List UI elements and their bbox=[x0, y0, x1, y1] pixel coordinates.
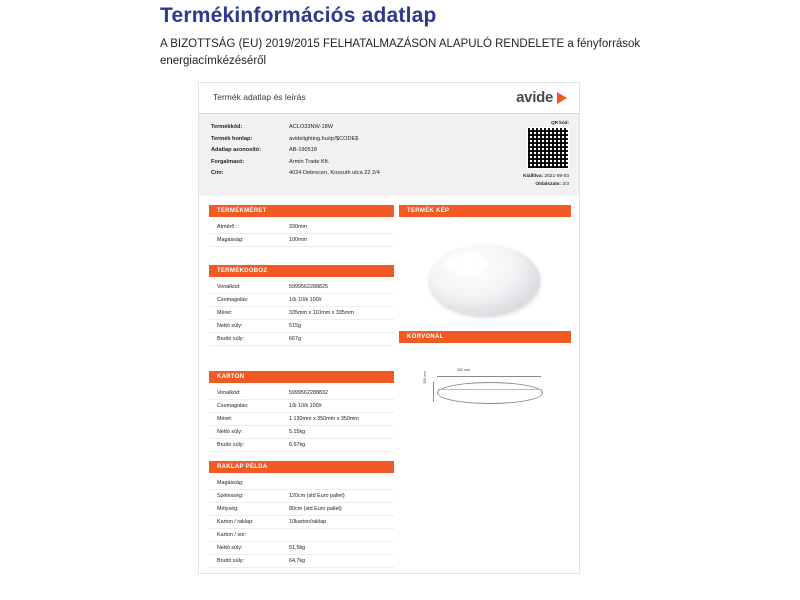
product-datasheet bbox=[198, 82, 580, 574]
info-value: Armin Trade Kft. bbox=[289, 158, 330, 165]
row-key: Nettó súly: bbox=[217, 322, 243, 329]
table-row bbox=[209, 439, 394, 452]
row-value bbox=[289, 479, 394, 488]
table-termekdoboz bbox=[209, 281, 394, 346]
row-value bbox=[289, 531, 394, 540]
info-key: Adatlap azonosító: bbox=[211, 147, 262, 153]
table-row bbox=[209, 529, 394, 542]
table-row bbox=[209, 555, 394, 568]
info-value: 4024 Debrecen, Kossuth utca 22 2/4 bbox=[289, 170, 380, 176]
row-key: Vonalkód: bbox=[217, 283, 241, 290]
row-value: 5999562288832 bbox=[289, 389, 328, 396]
row-value: 80cm (std Euro pallet) bbox=[289, 505, 342, 512]
row-key: Csomagolás: bbox=[217, 402, 249, 409]
row-value: 5999562288825 bbox=[289, 283, 328, 290]
table-row bbox=[209, 426, 394, 439]
row-key: Bruttó súly: bbox=[217, 441, 244, 448]
row-key: Átmérő: bbox=[217, 223, 236, 230]
row-value: 1/b 10/k 100/r bbox=[289, 402, 322, 409]
table-row bbox=[209, 490, 394, 503]
row-key: Magasság: bbox=[217, 236, 244, 243]
outline-dim-left: 100 mm bbox=[423, 371, 427, 384]
table-row bbox=[209, 400, 394, 413]
row-key: Méret: bbox=[217, 309, 233, 316]
row-value: 1/b 10/k 100/r bbox=[289, 296, 322, 303]
table-row bbox=[209, 294, 394, 307]
row-key: Mélység: bbox=[217, 505, 239, 512]
info-row bbox=[211, 168, 461, 178]
section-header-karton: KARTON bbox=[209, 371, 394, 383]
row-value: 100mm bbox=[289, 236, 307, 243]
row-key: Szélesség: bbox=[217, 492, 244, 499]
row-value: 515g bbox=[289, 322, 301, 329]
section-header-termekdoboz: TERMÉKDOBOZ bbox=[209, 265, 394, 277]
qr-code-icon[interactable] bbox=[527, 127, 569, 169]
issued-label: Kiállítva: bbox=[523, 174, 544, 179]
section-header-korvonal: KÖRVONAL bbox=[399, 331, 571, 343]
section-header-raklap-pelda: RAKLAP PÉLDA bbox=[209, 461, 394, 473]
info-value[interactable]: avidelighting.hu/qr/$CODE$ bbox=[289, 135, 359, 142]
row-key: Bruttó súly: bbox=[217, 557, 244, 564]
row-value: 120cm (std Euro pallet) bbox=[289, 492, 345, 499]
row-key: Bruttó súly: bbox=[217, 335, 244, 342]
table-row bbox=[209, 320, 394, 333]
page-label: Oldalszám: bbox=[535, 182, 561, 187]
info-row bbox=[211, 134, 461, 144]
brand-logo bbox=[516, 89, 567, 106]
issued-value: 2021-09-03 bbox=[544, 174, 569, 179]
table-row bbox=[209, 281, 394, 294]
row-key: Nettó súly: bbox=[217, 428, 243, 435]
row-value: 330mm bbox=[289, 223, 307, 230]
page-value: 2/3 bbox=[562, 182, 569, 187]
table-row bbox=[209, 542, 394, 555]
info-row bbox=[211, 145, 461, 155]
section-header-termekmeret: TERMÉKMÉRET bbox=[209, 205, 394, 217]
table-karton bbox=[209, 387, 394, 452]
table-row bbox=[209, 234, 394, 247]
info-row bbox=[211, 157, 461, 167]
dimension-line-left bbox=[433, 382, 434, 402]
product-image bbox=[430, 245, 540, 315]
outline-dim-top: 330 mm bbox=[457, 368, 470, 372]
product-info-rows bbox=[211, 122, 461, 180]
row-key: Karton / sor: bbox=[217, 531, 247, 538]
row-key: Magasság: bbox=[217, 479, 244, 486]
qr-area bbox=[483, 120, 569, 189]
row-value: 64,7kg bbox=[289, 557, 306, 564]
table-row bbox=[209, 387, 394, 400]
table-raklap-pelda bbox=[209, 477, 394, 568]
info-key: Termék honlap: bbox=[211, 135, 253, 142]
outline-drawing bbox=[415, 368, 565, 414]
row-key: Méret: bbox=[217, 415, 233, 422]
qr-label: QR kód: bbox=[551, 120, 569, 125]
row-key: Nettó súly: bbox=[217, 544, 243, 551]
info-value: ACLO33NW-18W bbox=[289, 124, 334, 130]
datasheet-header bbox=[199, 83, 579, 114]
table-row bbox=[209, 221, 394, 234]
table-row bbox=[209, 503, 394, 516]
table-row bbox=[209, 333, 394, 346]
row-key: Vonalkód: bbox=[217, 389, 241, 396]
qr-meta bbox=[483, 173, 569, 189]
page-title: Termékinformációs adatlap bbox=[160, 4, 437, 27]
page-subtitle: A BIZOTTSÁG (EU) 2019/2015 FELHATALMAZÁSON ALAPULÓ RENDELETE a fényforrások energiacímkézéséről bbox=[160, 38, 641, 67]
table-row bbox=[209, 413, 394, 426]
info-key: Cím: bbox=[211, 170, 224, 176]
row-value: 51,5kg bbox=[289, 544, 306, 551]
row-value: 1 130mm x 350mm x 350mm bbox=[289, 415, 359, 422]
dimension-line-top bbox=[437, 376, 541, 377]
row-key: Karton / raklap: bbox=[217, 518, 254, 525]
row-value: 667g bbox=[289, 335, 301, 342]
play-triangle-icon bbox=[557, 92, 567, 104]
brand-name: avide bbox=[516, 89, 553, 106]
row-value: 6,67kg bbox=[289, 441, 306, 448]
row-value: 10karton/raklap bbox=[289, 518, 327, 525]
outline-shape bbox=[437, 382, 543, 404]
datasheet-header-title: Termék adatlap és leírás bbox=[213, 92, 306, 102]
info-key: Termékkód: bbox=[211, 124, 243, 130]
table-row bbox=[209, 477, 394, 490]
section-header-termek-kep: TERMÉK KÉP bbox=[399, 205, 571, 217]
row-value: 5,15kg bbox=[289, 428, 306, 435]
info-value: AB-190518 bbox=[289, 147, 317, 153]
product-info-block bbox=[199, 114, 579, 197]
row-key: Csomagolás: bbox=[217, 296, 249, 303]
row-value: 335mm x 110mm x 335mm bbox=[289, 309, 354, 316]
table-row bbox=[209, 307, 394, 320]
info-row bbox=[211, 122, 461, 132]
info-key: Forgalmazó: bbox=[211, 158, 245, 165]
table-row bbox=[209, 516, 394, 529]
table-termekmeret bbox=[209, 221, 394, 247]
